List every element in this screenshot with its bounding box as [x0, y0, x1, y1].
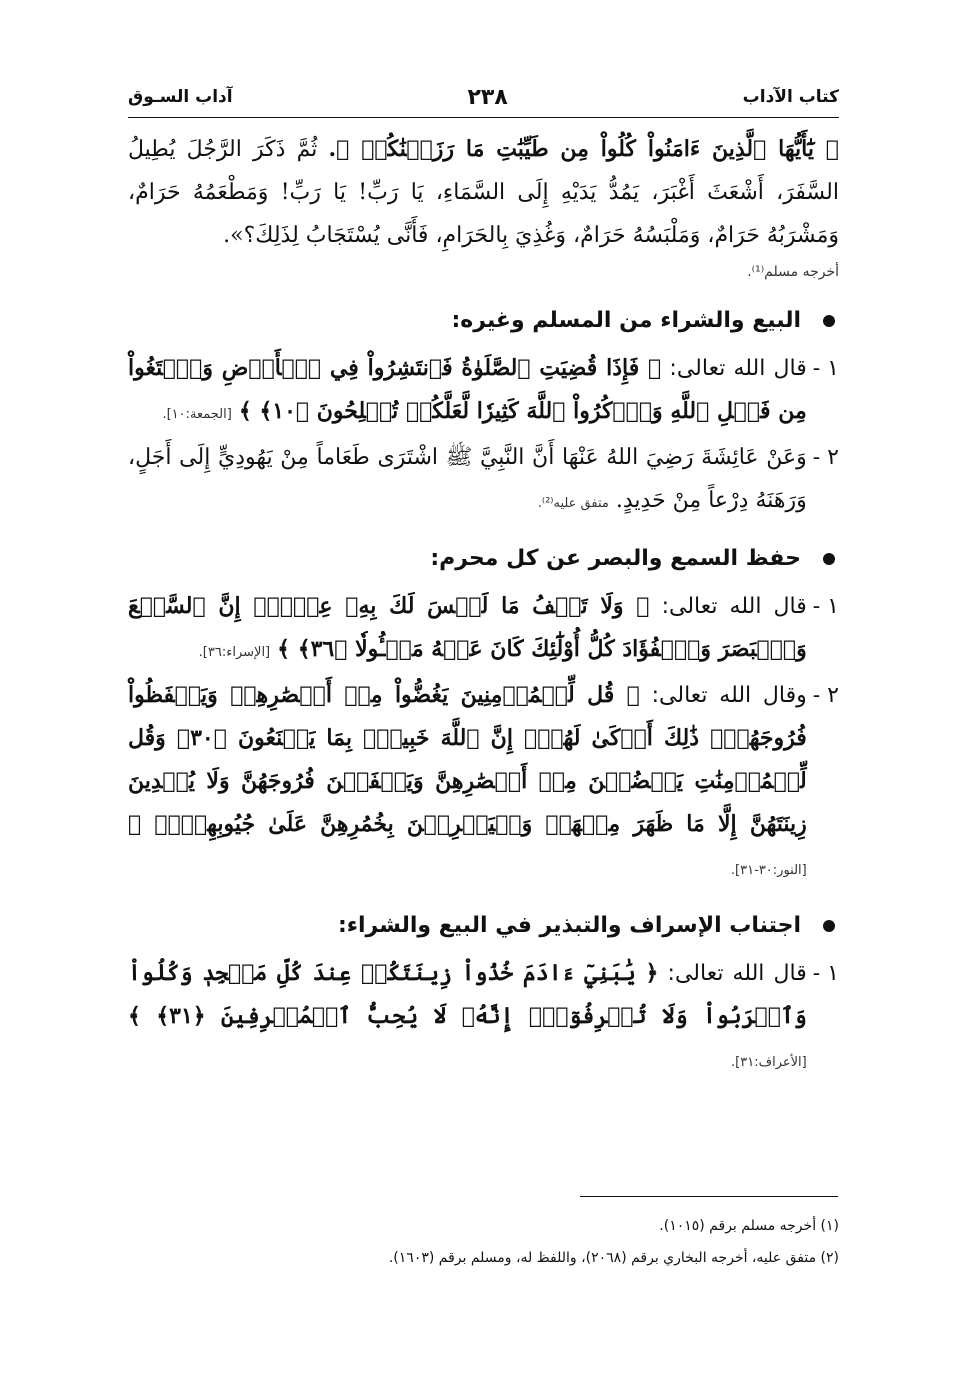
footnote-rule [580, 1196, 838, 1197]
item-number: ٢ - [812, 445, 839, 470]
bullet-icon [823, 920, 835, 932]
item-body [128, 347, 807, 436]
item-lead: قال الله تعالى: [669, 356, 807, 381]
list-item [128, 952, 839, 1084]
item-lead: قال الله تعالى: [661, 594, 807, 619]
footnote: (١) أخرجه مسلم برقم (١٠١٥). [659, 1218, 839, 1234]
book-title: كتاب الآداب [742, 87, 839, 107]
section-heading [128, 906, 839, 946]
section-1 [128, 301, 839, 525]
hadith-text: ثُمَّ ذَكَرَ الرَّجُلَ يُطِيلُ السَّفَرَ، أَشْعَثَ أَغْبَرَ، يَمُدُّ يَدَيْهِ إِلَى السَّمَاءِ، يَا رَبِّ! يَا رَبِّ! وَمَطْعَمُهُ حَرَامٌ، وَمَشْرَبُهُ حَرَامٌ، وَمَلْبَسُهُ حَرَامٌ، وَغُذِيَ بِالحَرَامِ، فَأَنَّى يُسْتَجَابُ لِذَلِكَ؟». [128, 137, 839, 248]
item-lead: قال الله تعالى: [667, 961, 807, 986]
item-lead: وقال الله تعالى: [651, 683, 807, 708]
list-item [128, 347, 839, 436]
section-title: اجتناب الإسراف والتبذير في البيع والشراء: [337, 913, 801, 938]
bullet-icon [823, 553, 835, 565]
verse-citation: [الإسراء:٣٦]. [198, 645, 271, 660]
item-number: ١ - [812, 961, 839, 986]
intro-paragraph [128, 128, 839, 287]
list-item [128, 585, 839, 674]
hadith-text: وَعَنْ عَائِشَةَ رَضِيَ اللهُ عَنْهَا أَنَّ النَّبِيَّ ﷺ اشْتَرَى طَعَاماً مِنْ يَهُودِيٍّ إِلَى أَجَلٍ، وَرَهَنَهُ دِرْعاً مِنْ حَدِيدٍ. [128, 445, 807, 513]
item-body [128, 952, 807, 1084]
verse-citation: [الجمعة:١٠]. [162, 407, 232, 422]
hadith-source: متفق عليه⁽²⁾. [537, 496, 609, 511]
list-item [128, 674, 839, 892]
section-title: البيع والشراء من المسلم وغيره: [451, 308, 801, 333]
item-number: ١ - [812, 356, 839, 381]
section-heading [128, 539, 839, 579]
verse-citation: [النور:٣٠-٣١]. [730, 863, 807, 878]
main-text [128, 128, 839, 1084]
section-heading [128, 301, 839, 341]
item-number: ٢ - [812, 683, 839, 708]
quran-verse: ﴿ قُل لِّلۡمُؤۡمِنِينَ يَغُضُّواْ مِنۡ أَبۡصَٰرِهِمۡ وَيَحۡفَظُواْ فُرُوجَهُمۡۚ ذَٰلِكَ أَزۡكَىٰ لَهُمۡۚ إِنَّ ٱللَّهَ خَبِيرُۢ بِمَا يَصۡنَعُونَ ﴿٣٠﴾ وَقُل لِّلۡمُؤۡمِنَٰتِ يَغۡضُضۡنَ مِنۡ أَبۡصَٰرِهِنَّ وَيَحۡفَظۡنَ فُرُوجَهُنَّ وَلَا يُبۡدِينَ زِينَتَهُنَّ إِلَّا مَا ظَهَرَ مِنۡهَاۖ وَلۡيَضۡرِبۡنَ بِخُمُرِهِنَّ عَلَىٰ جُيُوبِهِنَّۖ ﴾ [128, 682, 807, 837]
quran-verse: ﴿ يَٰٓأَيُّهَا ٱلَّذِينَ ءَامَنُواْ كُلُواْ مِن طَيِّبَٰتِ مَا رَزَقۡنَٰكُمۡ ﴾. [328, 136, 839, 162]
section-3 [128, 906, 839, 1084]
header-rule [128, 117, 839, 118]
item-body [128, 674, 807, 892]
page-number: ٢٣٨ [467, 84, 508, 110]
section-title: حفظ السمع والبصر عن كل محرم: [430, 546, 801, 571]
quran-verse: ﴿ وَلَا تَقۡفُ مَا لَيۡسَ لَكَ بِهِۦ عِلۡمٌۚ إِنَّ ٱلسَّمۡعَ وَٱلۡبَصَرَ وَٱلۡفُؤَادَ كُلُّ أُوْلَٰٓئِكَ كَانَ عَنۡهُ مَسۡـُٔولٗا ﴿٣٦﴾ ﴾ [128, 593, 807, 662]
bullet-icon [823, 315, 835, 327]
verse-citation: [الأعراف:٣١]. [731, 1055, 807, 1070]
running-header [128, 80, 839, 114]
footnotes [128, 1210, 839, 1274]
hadith-source: أخرجه مسلم⁽¹⁾. [747, 264, 839, 280]
section-2 [128, 539, 839, 892]
item-number: ١ - [812, 594, 839, 619]
quran-verse: ﴿ يَٰبَنِيٓ ءَادَمَ خُذُواْ زِينَتَكُمۡ عِندَ كُلِّ مَسۡجِدٖ وَكُلُواْ وَٱشۡرَبُواْ وَلَا تُسۡرِفُوٓاْۚ إِنَّهُۥ لَا يُحِبُّ ٱلۡمُسۡرِفِينَ ﴿٣١﴾ ﴾ [128, 960, 807, 1029]
footnote: (٢) متفق عليه، أخرجه البخاري برقم (٢٠٦٨)، واللفظ له، ومسلم برقم (١٦٠٣). [388, 1250, 839, 1266]
list-item [128, 436, 839, 525]
chapter-title: آداب السـوق [128, 87, 233, 107]
quran-verse: ﴿ فَإِذَا قُضِيَتِ ٱلصَّلَوٰةُ فَٱنتَشِرُواْ فِي ٱلۡأَرۡضِ وَٱبۡتَغُواْ مِن فَضۡلِ ٱللَّهِ وَٱذۡكُرُواْ ٱللَّهَ كَثِيرٗا لَّعَلَّكُمۡ تُفۡلِحُونَ ﴿١٠﴾ ﴾ [128, 355, 807, 424]
item-body [128, 436, 807, 525]
item-body [128, 585, 807, 674]
